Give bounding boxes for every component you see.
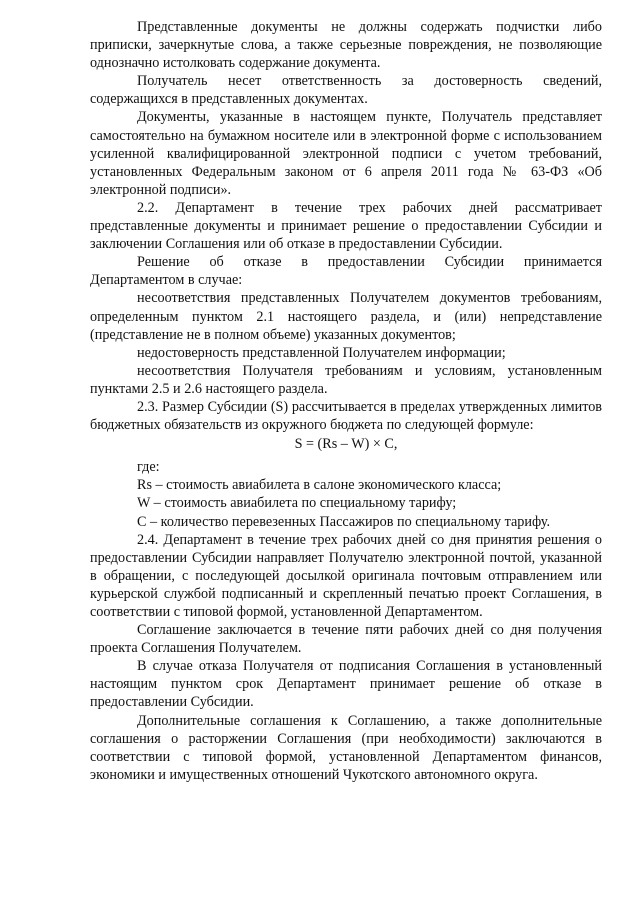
paragraph-documents-requirements: Представленные документы не должны содержать подчистки либо приписки, зачеркнутые слова, а также серьезные повреждения, не позволяющие однозначно истолковать содержание документа. — [90, 19, 602, 72]
paragraph-refusal-case-3: несоответствия Получателя требованиям и условиям, установленным пунктами 2.5 и 2.6 настоящего раздела. — [90, 362, 602, 397]
paragraph-clause-2-2: 2.2. Департамент в течение трех рабочих дней рассматривает представленные документы и принимает решение о предоставлении Субсидии и заключении Соглашения или об отказе в предоставлении Субсидии. — [90, 199, 602, 253]
paragraph-refusal-case-2: недостоверность представленной Получателем информации; — [137, 344, 506, 361]
paragraph-refusal-cases: Решение об отказе в предоставлении Субсидии принимается Департаментом в случае: — [90, 254, 602, 289]
paragraph-recipient-responsibility: Получатель несет ответственность за достоверность сведений, содержащихся в представленных документах. — [90, 73, 602, 108]
definition-w: W – стоимость авиабилета по специальному тарифу; — [137, 495, 457, 512]
subsidy-formula: S = (Rs – W) × C, — [294, 436, 398, 453]
paragraph-additional-agreements: Дополнительные соглашения к Соглашению, а также дополнительные соглашения о расторжении Соглашения (при необходимости) заключаются в соответствии с типовой формой, установленной Департаментом финансов, экономики и имущественных отношений Чукотского автономного округа. — [90, 712, 602, 783]
paragraph-clause-2-3: 2.3. Размер Субсидии (S) рассчитывается в пределах утвержденных лимитов бюджетных обязательств из окружного бюджета по следующей формуле: — [90, 398, 602, 434]
paragraph-refusal-to-sign: В случае отказа Получателя от подписания Соглашения в установленный настоящим пунктом срок Департамент принимает решение об отказе в предоставлении Субсидии. — [90, 658, 602, 711]
paragraph-submission-method: Документы, указанные в настоящем пункте, Получатель представляет самостоятельно на бумажном носителе или в электронной форме с использованием усиленной квалифицированной электронной подписи с учетом требований, установленных Федеральным законом от 6 апреля 2011 года № 63-ФЗ «Об электронной подписи». — [90, 109, 602, 198]
definition-rs: Rs – стоимость авиабилета в салоне экономического класса; — [137, 477, 502, 494]
paragraph-clause-2-4: 2.4. Департамент в течение трех рабочих дней со дня принятия решения о предоставлении Субсидии направляет Получателю электронной почтой, указанной в обращении, с последующей досылкой оригинала почтовым отправлением или курьерской службой подписанный и скрепленный печатью проект Соглашения, в соответствии с типовой формой, установленной Департаментом. — [90, 531, 602, 620]
where-label: где: — [137, 459, 160, 476]
paragraph-agreement-term: Соглашение заключается в течение пяти рабочих дней со дня получения проекта Соглашения Получателем. — [90, 622, 602, 657]
definition-c: C – количество перевезенных Пассажиров по специальному тарифу. — [137, 513, 551, 530]
document-page — [90, 18, 602, 784]
paragraph-refusal-case-1: несоответствия представленных Получателем документов требованиям, определенным пунктом 2.1 настоящего раздела, и (или) непредставление (представление не в полном объеме) указанных документов; — [90, 290, 602, 343]
